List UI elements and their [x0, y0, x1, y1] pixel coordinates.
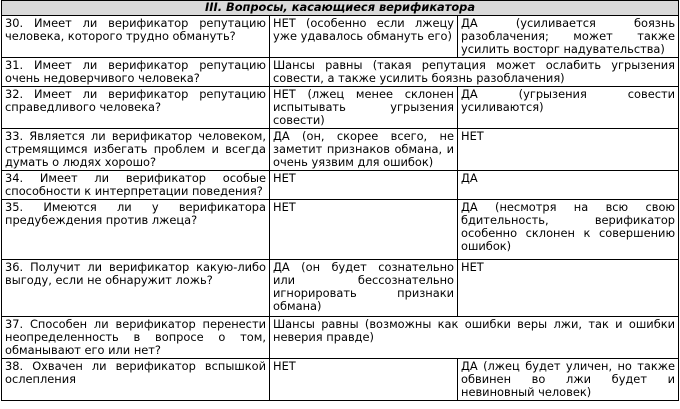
table-row [2, 87, 679, 129]
answer-yes-cell: ДА [458, 171, 679, 200]
question-cell: 30. Имеет ли верификатор репутацию человека, которого трудно обмануть? [2, 16, 270, 58]
question-cell: 31. Имеет ли верификатор репутацию очень недоверчивого человека? [2, 58, 270, 87]
question-cell: 32. Имеет ли верификатор репутацию справедливого человека? [2, 87, 270, 129]
answer-merged-cell: Шансы равны (возможны как ошибки веры лжи, так и ошибки неверия правде) [270, 317, 679, 359]
question-cell: 38. Охвачен ли верификатор вспышкой ослепления [2, 359, 270, 401]
answer-no-cell: НЕТ (лжец менее склонен испытывать угрызения совести) [270, 87, 458, 129]
answer-no-cell: НЕТ [458, 129, 679, 171]
table-row [2, 58, 679, 87]
table-row [2, 200, 679, 260]
section-header-row [2, 1, 679, 16]
table-row [2, 317, 679, 359]
answer-no-cell: НЕТ [270, 200, 458, 260]
question-cell: 37. Способен ли верификатор перенести неопределенность в вопросе о том, обманывают его или нет? [2, 317, 270, 359]
question-cell: 34. Имеет ли верификатор особые способности к интерпретации поведения? [2, 171, 270, 200]
table-row [2, 171, 679, 200]
question-cell: 36. Получит ли верификатор какую-либо выгоду, если не обнаружит ложь? [2, 260, 270, 317]
answer-yes-cell: ДА (несмотря на всю свою бдительность, верификатор особенно склонен к совершению ошибок) [458, 200, 679, 260]
answer-no-cell: НЕТ (особенно если лжецу уже удавалось обмануть его) [270, 16, 458, 58]
section-title: III. Вопросы, касающиеся верификатора [2, 1, 679, 16]
table-row [2, 16, 679, 58]
answer-yes-cell: ДА (усиливается боязнь разоблачения; может также усилить восторг надувательства) [458, 16, 679, 58]
table-row [2, 260, 679, 317]
answer-no-cell: НЕТ [458, 260, 679, 317]
answer-yes-cell: ДА (лжец будет уличен, но также обвинен во лжи будет и невиновный человек) [458, 359, 679, 401]
answer-yes-cell: ДА (угрызения совести усиливаются) [458, 87, 679, 129]
question-cell: 35. Имеются ли у верификатора предубеждения против лжеца? [2, 200, 270, 260]
answer-merged-cell: Шансы равны (такая репутация может ослабить угрызения совести, а также усилить боязнь разоблачения) [270, 58, 679, 87]
answer-yes-cell: ДА (он, скорее всего, не заметит признаков обмана, и очень уязвим для ошибок) [270, 129, 458, 171]
table-row [2, 129, 679, 171]
table-row [2, 359, 679, 401]
verifier-questions-table [1, 0, 679, 401]
question-cell: 33. Является ли верификатор человеком, стремящимся избегать проблем и всегда думать о людях хорошо? [2, 129, 270, 171]
answer-yes-cell: ДА (он будет сознательно или бессознательно игнорировать признаки обмана) [270, 260, 458, 317]
answer-no-cell: НЕТ [270, 171, 458, 200]
answer-no-cell: НЕТ [270, 359, 458, 401]
